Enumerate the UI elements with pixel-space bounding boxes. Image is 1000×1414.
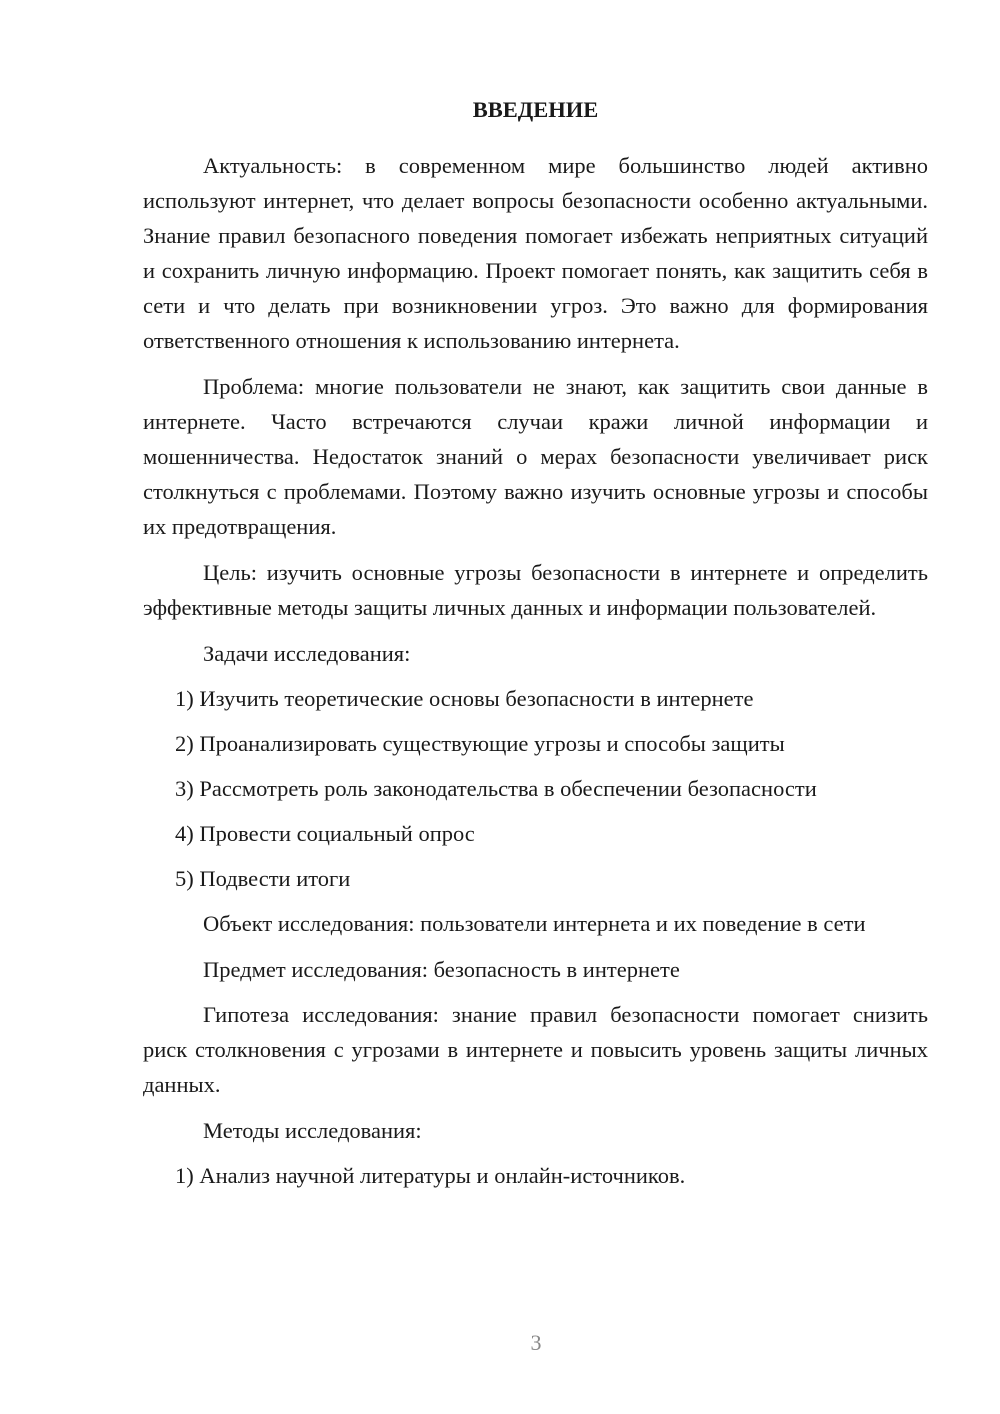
- task-item: 5) Подвести итоги: [175, 866, 351, 891]
- hypothesis-paragraph: Гипотеза исследования: знание правил безопасности помогает снизить риск столкновения с угрозами в интернете и повысить уровень защиты личных данных.: [143, 1002, 928, 1097]
- relevance-paragraph: Актуальность: в современном мире большинство людей активно используют интернет, что делает вопросы безопасности особенно актуальными. Знание правил безопасного поведения помогает избежать неприятных ситуаций и сохранить личную информацию. Проект помогает понять, как защитить себя в сети и что делать при возникновении угроз. Это важно для формирования ответственного отношения к использованию интернета.: [143, 153, 928, 353]
- task-item: 3) Рассмотреть роль законодательства в обеспечении безопасности: [175, 776, 817, 801]
- method-item: 1) Анализ научной литературы и онлайн-источников.: [175, 1163, 686, 1188]
- object-paragraph: Объект исследования: пользователи интернета и их поведение в сети: [203, 911, 866, 936]
- problem-paragraph: Проблема: многие пользователи не знают, как защитить свои данные в интернете. Часто встречаются случаи кражи личной информации и мошенничества. Недостаток знаний о мерах безопасности увеличивает риск столкнуться с проблемами. Поэтому важно изучить основные угрозы и способы их предотвращения.: [143, 374, 928, 539]
- page-number: 3: [530, 1330, 542, 1355]
- tasks-heading: Задачи исследования:: [203, 641, 411, 666]
- methods-heading: Методы исследования:: [203, 1118, 422, 1143]
- document-page: [143, 92, 928, 1203]
- task-item: 1) Изучить теоретические основы безопасности в интернете: [175, 686, 754, 711]
- task-item: 2) Проанализировать существующие угрозы и способы защиты: [175, 731, 785, 756]
- goal-paragraph: Цель: изучить основные угрозы безопасности в интернете и определить эффективные методы защиты личных данных и информации пользователей.: [143, 560, 928, 620]
- page-title: ВВЕДЕНИЕ: [472, 97, 599, 122]
- task-item: 4) Провести социальный опрос: [175, 821, 475, 846]
- subject-paragraph: Предмет исследования: безопасность в интернете: [203, 957, 680, 982]
